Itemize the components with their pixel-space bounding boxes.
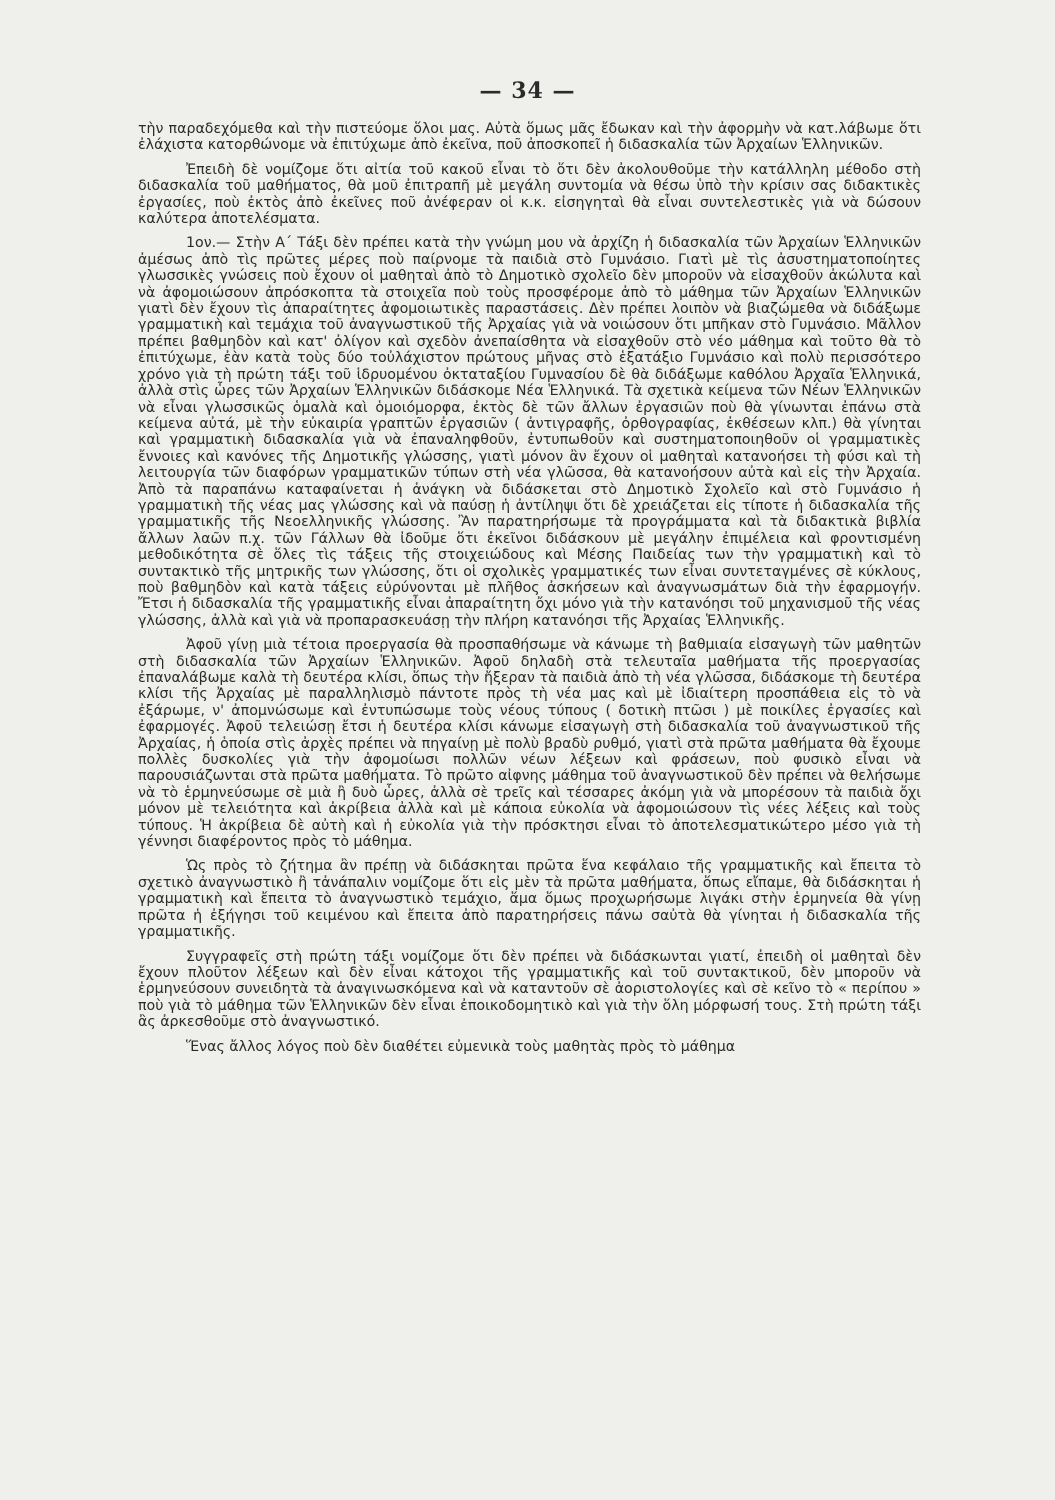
page-number: — 34 — <box>479 78 576 104</box>
paragraph: τὴν παραδεχόμεθα καὶ τὴν πιστεύομε ὅλοι μας. Αὐτὰ ὅμως μᾶς ἔδωκαν καὶ τὴν ἀφορμὴν νὰ κατ.λάβωμε ὅτι ἐλάχιστα κατορθώνομε νὰ ἐπιτύχωμε ἀπὸ ἐκεῖνα, ποῦ ἀποσκοπεῖ ἡ διδασκαλία τῶν Ἀρχαίων Ἑλληνικῶν. <box>138 121 921 154</box>
paragraph: Ἐπειδὴ δὲ νομίζομε ὅτι αἰτία τοῦ κακοῦ εἶναι τὸ ὅτι δὲν ἀκολουθοῦμε τὴν κατάλληλη μέθοδο στὴ διδασκαλία τοῦ μαθήματος, θὰ μοῦ ἐπιτραπῆ μὲ μεγάλη συντομία νὰ θέσω ὑπὸ τὴν κρίσιν σας διδακτικὲς ἐργασίες, ποὺ ἐκτὸς ἀπὸ ἐκεῖνες ποῦ ἀνέφεραν οἱ κ.κ. εἰσηγηταὶ θὰ εἶναι συντελεστικὲς γιὰ νὰ δώσουν καλύτερα ἀποτελέσματα. <box>138 161 921 228</box>
paragraph: Ἕνας ἄλλος λόγος ποὺ δὲν διαθέτει εὐμενικὰ τοὺς μαθητὰς πρὸς τὸ μάθημα <box>186 1038 736 1055</box>
paragraph: Ἀφοῦ γίνῃ μιὰ τέτοια προεργασία θὰ προσπαθήσωμε νὰ κάνωμε τὴ βαθμιαία εἰσαγωγὴ τῶν μαθητῶν στὴ διδασκαλία τῶν Ἀρχαίων Ἑλληνικῶν. Ἀφοῦ δηλαδὴ στὰ τελευταῖα μαθήματα τῆς προεργασίας ἐπαναλάβωμε καλὰ τὴ δευτέρα κλίσι, ὅπως τὴν ἤξεραν τὰ παιδιὰ ἀπὸ τὴ νέα γλῶσσα, διδάσκομε τὴ δευτέρα κλίσι τῆς Ἀρχαίας μὲ παραλληλισμὸ πάντοτε πρὸς τὴ νέα μας καὶ μὲ ἰδιαίτερη προσπάθεια εἰς τὸ νὰ ἐξάρωμε, ν' ἀπομνώσωμε καὶ ἐντυπώσωμε τοὺς νέους τύπους ( δοτικὴ πτῶσι ) μὲ ποικίλες ἐργασίες καὶ ἐφαρμογές. Ἀφοῦ τελειώσῃ ἔτσι ἡ δευτέρα κλίσι κάνωμε εἰσαγωγὴ στὴ διδασκαλία τοῦ ἀναγνωστικοῦ τῆς Ἀρχαίας, ἡ ὁποία στὶς ἀρχὲς πρέπει νὰ πηγαίνῃ μὲ πολὺ βραδὺ ρυθμό, γιατὶ στὰ πρῶτα μαθήματα θὰ ἔχουμε πολλὲς δυσκολίες γιὰ τὴν ἀφομοίωσι πολλῶν νέων λέξεων καὶ φράσεων, ποὺ φυσικὸ εἶναι νὰ παρουσιάζωνται στὰ πρῶτα μαθήματα. Τὸ πρῶτο αἰφνης μάθημα τοῦ ἀναγνωστικοῦ δὲν πρέπει νὰ θελήσωμε νὰ τὸ ἑρμηνεύσωμε σὲ μιὰ ἢ δυὸ ὧρες, ἀλλὰ σὲ τρεῖς καὶ τέσσαρες ἀκόμη γιὰ νὰ μπορέσουν τὰ παιδιὰ ὄχι μόνον μὲ τελειότητα καὶ ἀκρίβεια ἀλλὰ καὶ μὲ κάποια εὐκολία νὰ ἀφομοιώσουν τὶς νέες λέξεις καὶ τοὺς τύπους. Ἡ ἀκρίβεια δὲ αὐτὴ καὶ ἡ εὐκολία γιὰ τὴν πρόσκτησι εἶναι τὸ ἀποτελεσματικώτερο μέσο γιὰ τὴ γέννησι διαφέροντος πρὸς τὸ μάθημα. <box>138 637 921 851</box>
paragraph: Συγγραφεῖς στὴ πρώτη τάξι νομίζομε ὅτι δὲν πρέπει νὰ διδάσκωνται γιατί, ἐπειδὴ οἱ μαθηταὶ δὲν ἔχουν πλοῦτον λέξεων καὶ δὲν εἶναι κάτοχοι τῆς γραμματικῆς καὶ τοῦ συντακτικοῦ, δὲν μποροῦν νὰ ἑρμηνεύσουν συνειδητὰ τὰ ἀναγινωσκόμενα καὶ νὰ καταντοῦν σὲ ἀοριστολογίες καὶ σὲ κεῖνο τὸ « περίπου » ποὺ γιὰ τὸ μάθημα τῶν Ἑλληνικῶν δὲν εἶναι ἐποικοδομητικὸ καὶ γιὰ τὴν ὅλη μόρφωσή τους. Στὴ πρώτη τάξι ἂς ἀρκεσθοῦμε στὸ ἀναγνωστικό. <box>138 948 921 1031</box>
paragraph: 1ον.— Στὴν Α΄ Τάξι δὲν πρέπει κατὰ τὴν γνώμη μου νὰ ἀρχίζη ἡ διδασκαλία τῶν Ἀρχαίων Ἑλληνικῶν ἀμέσως ἀπὸ τὶς πρῶτες μέρες ποὺ παίρνομε τὰ παιδιὰ στὸ Γυμνάσιο. Γιατὶ μὲ τὶς ἀσυστηματοποίητες γλωσσικὲς γνώσεις ποὺ ἔχουν οἱ μαθηταὶ ἀπὸ τὸ Δημοτικὸ σχολεῖο δὲν μποροῦν νὰ εἰσαχθοῦν ἀκώλυτα καὶ νὰ ἀφομοιώσουν ἀπρόσκοπτα τὰ στοιχεῖα ποὺ τοὺς προσφέρομε ἀπὸ τὸ μάθημα τῶν Ἀρχαίων Ἑλληνικῶν γιατὶ δὲν ἔχουν τὶς ἀπαραίτητες ἀφομοιωτικὲς παραστάσεις. Δὲν πρέπει λοιπὸν νὰ βιαζώμεθα νὰ διδάξωμε γραμματικὴ καὶ τεμάχια τοῦ ἀναγνωστικοῦ τῆς Ἀρχαίας γιὰ νὰ νοιώσουν ὅτι μπῆκαν στὸ Γυμνάσιο. Μᾶλλον πρέπει βαθμηδὸν καὶ κατ' ὀλίγον καὶ σχεδὸν ἀνεπαίσθητα νὰ εἰσαχθοῦν στὸ νέο μάθημα καὶ τοῦτο θὰ τὸ ἐπιτύχωμε, ἐὰν κατὰ τοὺς δύο τοὐλάχιστον πρώτους μῆνας στὸ ἑξατάξιο Γυμνάσιο καὶ πολὺ περισσότερο χρόνο γιὰ τὴ πρώτη τάξι τοῦ ἱδρυομένου ὀκταταξίου Γυμνασίου δὲ θὰ διδάξωμε καθόλου Ἀρχαῖα Ἑλληνικά, ἀλλὰ στὶς ὧρες τῶν Ἀρχαίων Ἑλληνικῶν διδάσκομε Νέα Ἑλληνικά. Τὰ σχετικὰ κείμενα τῶν Νέων Ἑλληνικῶν νὰ εἶναι γλωσσικῶς ὁμαλὰ καὶ ὁμοιόμορφα, ἐκτὸς δὲ τῶν ἄλλων ἐργασιῶν ποὺ θὰ γίνωνται ἐπάνω στὰ κείμενα αὐτά, μὲ τὴν εὐκαιρία γραπτῶν ἐργασιῶν ( ἀντιγραφῆς, ὀρθογραφίας, ἐκθέσεων κλπ.) θὰ γίνηται καὶ γραμματικὴ διδασκαλία γιὰ νὰ ἐπαναληφθοῦν, ἐντυπωθοῦν καὶ συστηματοποιηθοῦν οἱ γραμματικὲς ἔννοιες καὶ κανόνες τῆς Δημοτικῆς γλώσσης, γιατὶ μόνον ἂν ἔχουν οἱ μαθηταὶ κατανοήσει τὴ φύσι καὶ τὴ λειτουργία τῶν διαφόρων γραμματικῶν τύπων στὴ νέα γλῶσσα, θὰ κατανοήσουν αὐτὰ καὶ εἰς τὴν Ἀρχαία. Ἀπὸ τὰ παραπάνω καταφαίνεται ἡ ἀνάγκη νὰ διδάσκεται στὸ Δημοτικὸ Σχολεῖο καὶ στὸ Γυμνάσιο ἡ γραμματικὴ τῆς νέας μας γλώσσης καὶ νὰ παύσῃ ἡ ἀντίληψι ὅτι δὲ χρειάζεται εἰς τίποτε ἡ διδασκαλία τῆς γραμματικῆς τῆς Νεοελληνικῆς γλώσσης. Ἂν παρατηρήσωμε τὰ προγράμματα καὶ τὰ διδακτικὰ βιβλία ἄλλων λαῶν π.χ. τῶν Γάλλων θὰ ἰδοῦμε ὅτι ἐκεῖνοι διδάσκουν μὲ μεγάλην ἐπιμέλεια καὶ φροντισμένη μεθοδικότητα σὲ ὅλες τὶς τάξεις τῆς στοιχειώδους καὶ Μέσης Παιδείας των τὴν γραμματικὴ καὶ τὸ συντακτικὸ τῆς μητρικῆς των γλώσσης, ὅτι οἱ σχολικὲς γραμματικές των εἶναι συντεταγμένες σὲ κύκλους, ποὺ βαθμηδὸν καὶ κατὰ τάξεις εὐρύνονται μὲ πλῆθος ἀσκήσεων καὶ ἀναγνωσμάτων διὰ τὴν ἐφαρμογήν. Ἔτσι ἡ διδασκαλία τῆς γραμματικῆς εἶναι ἀπαραίτητη ὄχι μόνο γιὰ τὴν κατανόησι τοῦ μηχανισμοῦ τῆς νέας γλώσσης, ἀλλὰ καὶ γιὰ νὰ προπαρασκευάσῃ τὴν πλήρη κατανόησι τῆς Ἀρχαίας Ἑλληνικῆς. <box>138 235 921 629</box>
body-text <box>138 121 921 1063</box>
paragraph: Ὡς πρὸς τὸ ζήτημα ἂν πρέπῃ νὰ διδάσκηται πρῶτα ἕνα κεφάλαιο τῆς γραμματικῆς καὶ ἔπειτα τὸ σχετικὸ ἀναγνωστικὸ ἢ τἀνάπαλιν νομίζομε ὅτι εἰς μὲν τὰ πρῶτα μαθήματα, ὅπως εἴπαμε, θὰ διδάσκηται ἡ γραμματικὴ καὶ ἔπειτα τὸ ἀναγνωστικὸ τεμάχιο, ἅμα ὅμως προχωρήσωμε λιγάκι στὴν ἑρμηνεία θὰ γίνῃ πρῶτα ἡ ἐξήγησι τοῦ κειμένου καὶ ἔπειτα ἀπὸ παρατηρήσεις πάνω σαὐτὰ θὰ γίνηται ἡ διδασκαλία τῆς γραμματικῆς. <box>138 858 921 941</box>
